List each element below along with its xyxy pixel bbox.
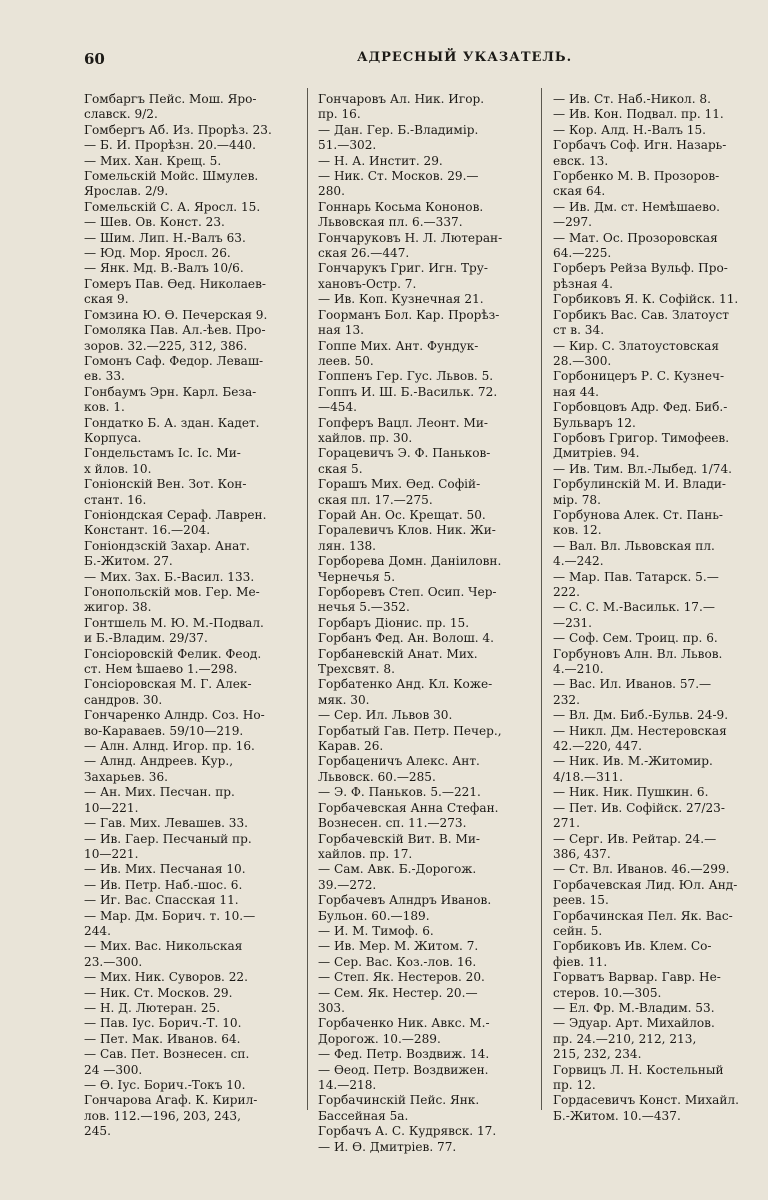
entry-line: Констант. 16.—204. [84, 523, 211, 538]
entry-line: Гомонъ Саф. Федор. Леваш- [84, 353, 264, 368]
entry-line: ная 13. [318, 323, 364, 338]
entry-line: рѣзная 4. [553, 276, 613, 291]
running-title: АДРЕСНЫЙ УКАЗАТЕЛЬ. [357, 50, 573, 65]
entry-line: Гончарукъ Григ. Игн. Тру- [318, 261, 488, 276]
entry-line: — Вл. Дм. Биб.-Бульв. 24-9. [553, 708, 729, 723]
entry-line: ская 5. [318, 461, 363, 476]
entry-line: Чернечья 5. [318, 569, 396, 584]
entry-line: лян. 138. [318, 538, 376, 553]
entry-line: Львовск. 60.—285. [318, 769, 436, 784]
entry-line: 244. [84, 923, 111, 938]
entry-line: Гомзина Ю. Ѳ. Печерская 9. [84, 307, 268, 322]
entry-line: — Ив. Дм. ст. Немѣшаево. [553, 199, 721, 214]
entry-line: Дорогож. 10.—289. [318, 1031, 441, 1046]
entry-line: — Ѳ. Іус. Борич.-Токъ 10. [84, 1078, 246, 1092]
entry-line: — Гав. Мих. Левашев. 33. [84, 816, 249, 831]
entry-line: стеров. 10.—305. [553, 985, 662, 1000]
entry-line: — Ан. Мих. Песчан. пр. [84, 785, 235, 800]
entry-line: мір. 78. [553, 492, 601, 507]
entry-line: ев. 33. [84, 369, 125, 384]
entry-line: — Пет. Ив. Софійск. 27/23- [553, 800, 725, 815]
entry-line: —297. [553, 215, 593, 230]
entry-line: Гоннарь Косьма Кононов. [318, 199, 484, 214]
entry-line: — Эдуар. Арт. Михайлов. [553, 1016, 715, 1031]
entry-line: Гончарова Агаф. К. Кирил- [84, 1093, 258, 1108]
entry-line: — Ел. Фр. М.-Владим. 53. [553, 1000, 715, 1015]
entry-line: — Фед. Петр. Воздвиж. 14. [318, 1047, 490, 1062]
entry-line: ская 9. [84, 292, 129, 307]
entry-line: фіев. 11. [553, 954, 608, 969]
entry-line: леев. 50. [318, 353, 374, 368]
entry-line: — Н. А. Инстит. 29. [318, 153, 443, 168]
entry-line: — Э. Ф. Паньков. 5.—221. [318, 785, 481, 800]
entry-line: Гончаренко Алндр. Соз. Но- [84, 708, 265, 723]
entry-line: — Н. Д. Лютеран. 25. [84, 1000, 221, 1015]
entry-line: Бассейная 5а. [318, 1108, 409, 1123]
entry-line: — Сер. Ил. Львов 30. [318, 708, 453, 723]
entry-line: Гондатко Б. А. здан. Кадет. [84, 415, 260, 430]
entry-line: — Вас. Ил. Иванов. 57.— [553, 677, 712, 692]
entry-line: Б.-Житом. 10.—437. [553, 1108, 681, 1123]
entry-line: — Юд. Мор. Яросл. 26. [84, 246, 231, 261]
entry-line: — Мих. Ник. Суворов. 22. [84, 970, 248, 985]
entry-line: — Вал. Вл. Львовская пл. [553, 538, 715, 553]
entry-line: — Ник. Ст. Москов. 29. [84, 985, 233, 1000]
entry-line: Горбаченко Ник. Авкс. М.- [318, 1016, 490, 1031]
entry-line: —231. [553, 615, 593, 630]
entry-line: 386, 437. [553, 846, 611, 861]
entry-line: во-Караваев. 59/10—219. [84, 723, 244, 738]
entry-line: — Дан. Гер. Б.-Владимір. [318, 122, 479, 137]
entry-line: 42.—220, 447. [553, 739, 643, 754]
page-number: 60 [84, 50, 105, 68]
entry-line: ст в. 34. [553, 323, 605, 338]
entry-line: — Ив. Кон. Подвал. пр. 11. [553, 107, 724, 122]
entry-line: Захарьев. 36. [84, 769, 168, 784]
entry-line: ская 26.—447. [318, 246, 410, 261]
entry-line: пр. 16. [318, 107, 361, 122]
entry-line: зоров. 32.—225, 312, 386. [84, 338, 248, 353]
entry-line: — Сем. Як. Нестер. 20.— [318, 985, 478, 1000]
entry-line: Гомоляка Пав. Ал.-ѣев. Про- [84, 323, 266, 338]
entry-line: ков. 12. [553, 523, 602, 538]
entry-line: Гордасевичъ Конст. Михайл. [553, 1093, 739, 1108]
entry-line: — Мат. Ос. Прозоровская [553, 230, 718, 245]
entry-line: — Кир. С. Златоустовская [553, 338, 719, 353]
entry-line: 245. [84, 1124, 111, 1139]
entry-line: Горбачъ А. С. Кудрявск. 17. [318, 1124, 497, 1139]
entry-line: Гончаровъ Ал. Ник. Игор. [318, 92, 485, 106]
entry-line: пр. 24.—210, 212, 213, [553, 1031, 697, 1046]
entry-line: Гоппе Мих. Ант. Фундук- [318, 338, 479, 353]
entry-line: 51.—302. [318, 138, 377, 153]
entry-line: 64.—225. [553, 246, 612, 261]
column-divider [541, 88, 542, 1110]
entry-line: Гонбаумъ Эрн. Карл. Беза- [84, 384, 257, 399]
entry-line: Дмитріев. 94. [553, 446, 640, 461]
entry-line: — Иг. Вас. Спасская 11. [84, 893, 239, 908]
entry-line: — Алнд. Андреев. Кур., [84, 754, 234, 769]
entry-line: 303. [318, 1000, 345, 1015]
entry-line: Горбовъ Григор. Тимофеев. [553, 430, 730, 445]
directory-column-1 [84, 92, 298, 1140]
entry-line: — Сер. Вас. Коз.-лов. 16. [318, 954, 477, 969]
entry-line: Горалевичъ Клов. Ник. Жи- [318, 523, 496, 538]
entry-line: Горбатенко Анд. Кл. Коже- [318, 677, 493, 692]
entry-line: ская пл. 17.—275. [318, 492, 433, 507]
entry-line: — Мих. Хан. Крещ. 5. [84, 153, 222, 168]
entry-line: — Алн. Алнд. Игор. пр. 16. [84, 739, 255, 754]
entry-line: Горбиковъ Ив. Клем. Со- [553, 939, 712, 954]
entry-line: Гоніондзскій Захар. Анат. [84, 538, 250, 553]
entry-line: Горбуновъ Алн. Вл. Львов. [553, 646, 723, 661]
entry-line: 4/18.—311. [553, 769, 624, 784]
entry-line: Бульон. 60.—189. [318, 908, 430, 923]
entry-line: 4.—242. [553, 554, 604, 569]
entry-line: — И. М. Тимоф. 6. [318, 923, 434, 938]
directory-column-2 [318, 92, 532, 1155]
entry-line: Горбачинская Пел. Як. Вас- [553, 908, 733, 923]
entry-line: — Янк. Мд. В.-Валъ 10/6. [84, 261, 244, 276]
entry-line: — Серг. Ив. Рейтар. 24.— [553, 831, 717, 846]
entry-line: Горбунова Алек. Ст. Пань- [553, 507, 723, 522]
entry-line: — Ст. Вл. Иванов. 46.—299. [553, 862, 730, 877]
entry-line: евск. 13. [553, 153, 609, 168]
entry-line: — Соф. Сем. Троиц. пр. 6. [553, 631, 718, 646]
entry-line: ков. 1. [84, 400, 125, 415]
entry-line: Горашъ Мих. Ѳед. Софій- [318, 477, 481, 492]
entry-line: 271. [553, 816, 580, 831]
entry-line: 28.—300. [553, 353, 612, 368]
entry-line: Горбикъ Вас. Сав. Златоуст [553, 307, 729, 322]
entry-line: — Пав. Іус. Борич.-Т. 10. [84, 1016, 242, 1031]
entry-line: Гонсіоровскій Фелик. Феод. [84, 646, 262, 661]
entry-line: славск. 9/2. [84, 107, 158, 122]
entry-line: Горбачевская Лид. Юл. Анд- [553, 877, 738, 892]
entry-line: Горацевичъ Э. Ф. Паньков- [318, 446, 491, 461]
entry-line: жигор. 38. [84, 600, 152, 615]
entry-line: — Шим. Лип. Н.-Валъ 63. [84, 230, 246, 245]
entry-line: Карав. 26. [318, 739, 384, 754]
entry-line: Горбовцовъ Адр. Фед. Биб.- [553, 400, 728, 415]
entry-line: Горбачевскій Вит. В. Ми- [318, 831, 481, 846]
entry-line: Горбачевъ Алндръ Иванов. [318, 893, 492, 908]
entry-line: Горберъ Рейза Вульф. Про- [553, 261, 728, 276]
entry-line: Горбаръ Діонис. пр. 15. [318, 615, 470, 630]
entry-line: лов. 112.—196, 203, 243, [84, 1108, 241, 1123]
entry-line: 39.—272. [318, 877, 377, 892]
entry-line: — Ив. Мих. Песчаная 10. [84, 862, 246, 877]
entry-line: — Ив. Коп. Кузнечная 21. [318, 292, 484, 307]
entry-line: Гонопольскій мов. Гер. Ме- [84, 585, 260, 599]
entry-line: Гоніондская Сераф. Лаврен. [84, 507, 267, 522]
directory-column-3 [553, 92, 761, 1124]
entry-line: — Ив. Тим. Вл.-Лыбед. 1/74. [553, 461, 732, 476]
entry-line: — Пет. Мак. Иванов. 64. [84, 1031, 241, 1046]
entry-line: 14.—218. [318, 1078, 377, 1092]
entry-line: Горборевъ Степ. Осип. Чер- [318, 585, 497, 599]
entry-line: — Ив. Петр. Наб.-шос. 6. [84, 877, 243, 892]
entry-line: 4.—210. [553, 662, 604, 677]
entry-line: Горбачевская Анна Стефан. [318, 800, 499, 815]
entry-line: 23.—300. [84, 954, 143, 969]
entry-line: — С. С. М.-Васильк. 17.— [553, 600, 715, 615]
entry-line: Вознесен. сп. 11.—273. [318, 816, 467, 831]
entry-line: Львовская пл. 6.—337. [318, 215, 463, 230]
entry-line: Гонтшель М. Ю. М.-Подвал. [84, 615, 264, 630]
entry-line: 24 —300. [84, 1062, 143, 1077]
entry-line: — Мих. Вас. Никольская [84, 939, 243, 954]
entry-line: Б.-Житом. 27. [84, 554, 173, 569]
entry-line: — Ив. Мер. М. Житом. 7. [318, 939, 479, 954]
entry-line: — Б. И. Прорѣзн. 20.—440. [84, 138, 256, 153]
entry-line: Гомельскій С. А. Яросл. 15. [84, 199, 261, 214]
entry-line: Гоорманъ Бол. Кар. Прорѣз- [318, 307, 500, 322]
entry-line: 222. [553, 585, 580, 599]
entry-line: Горбиковъ Я. К. Софійск. 11. [553, 292, 739, 307]
entry-line: — Степ. Як. Нестеров. 20. [318, 970, 485, 985]
entry-line: Горбенко М. В. Прозоров- [553, 169, 720, 184]
entry-line: Гомбаргъ Пейс. Мош. Яро- [84, 92, 257, 106]
entry-line: Ярослав. 2/9. [84, 184, 169, 199]
entry-line: — Сам. Авк. Б.-Дорогож. [318, 862, 477, 877]
entry-line: Горбулинскій М. И. Влади- [553, 477, 727, 492]
entry-line: стант. 16. [84, 492, 147, 507]
entry-line: хайлов. пр. 30. [318, 430, 413, 445]
entry-line: — Ив. Ст. Наб.-Никол. 8. [553, 92, 711, 106]
entry-line: — Кор. Алд. Н.-Валъ 15. [553, 122, 707, 137]
entry-line: Гомельскій Мойс. Шмулев. [84, 169, 259, 184]
entry-line: пр. 12. [553, 1078, 596, 1092]
entry-line: Горбанъ Фед. Ан. Волош. 4. [318, 631, 494, 646]
entry-line: ская 64. [553, 184, 606, 199]
entry-line: Горбоницеръ Р. С. Кузнеч- [553, 369, 725, 384]
entry-line: — Ник. Ив. М.-Житомир. [553, 754, 713, 769]
entry-line: Горбаценичъ Алекс. Ант. [318, 754, 480, 769]
entry-line: Горбаневскій Анат. Мих. [318, 646, 478, 661]
entry-line: Гомеръ Пав. Ѳед. Николаев- [84, 276, 266, 291]
entry-line: — И. Ѳ. Дмитріев. 77. [318, 1139, 457, 1154]
entry-line: — Никл. Дм. Нестеровская [553, 723, 727, 738]
entry-line: — Ѳеод. Петр. Воздвижен. [318, 1062, 489, 1077]
entry-line: Трехсвят. 8. [318, 662, 395, 677]
entry-line: — Ник. Ст. Москов. 29.— [318, 169, 479, 184]
entry-line: Горватъ Варвар. Гавр. Не- [553, 970, 721, 985]
entry-line: нечья 5.—352. [318, 600, 410, 615]
entry-line: — Мар. Дм. Борич. т. 10.— [84, 908, 256, 923]
entry-line: Горбачинскій Пейс. Янк. [318, 1093, 480, 1108]
entry-line: —454. [318, 400, 358, 415]
entry-line: Горборева Домн. Даніиловн. [318, 554, 502, 569]
entry-line: Горай Ан. Ос. Крещат. 50. [318, 507, 486, 522]
entry-line: 280. [318, 184, 345, 199]
entry-line: реев. 15. [553, 893, 609, 908]
entry-line: — Сав. Пет. Вознесен. сп. [84, 1047, 250, 1062]
entry-line: Горбатый Гав. Петр. Печер., [318, 723, 502, 738]
entry-line: 10—221. [84, 800, 139, 815]
entry-line: Гоппъ И. Ш. Б.-Васильк. 72. [318, 384, 498, 399]
entry-line: Гоніонскій Вен. Зот. Кон- [84, 477, 247, 492]
entry-line: мяк. 30. [318, 692, 370, 707]
entry-line: — Ник. Ник. Пушкин. 6. [553, 785, 709, 800]
entry-line: Гопферъ Вацл. Леонт. Ми- [318, 415, 488, 430]
entry-line: — Мих. Зах. Б.-Васил. 133. [84, 569, 255, 584]
entry-line: и Б.-Владим. 29/37. [84, 631, 208, 646]
entry-line: хановъ-Остр. 7. [318, 276, 417, 291]
entry-line: — Ив. Гаер. Песчаный пр. [84, 831, 252, 846]
entry-line: Горвицъ Л. Н. Костельный [553, 1062, 724, 1077]
entry-line: Гомбергъ Аб. Из. Прорѣз. 23. [84, 122, 272, 137]
entry-line: сейн. 5. [553, 923, 603, 938]
entry-line: 215, 232, 234. [553, 1047, 642, 1062]
entry-line: ная 44. [553, 384, 599, 399]
entry-line: Корпуса. [84, 430, 142, 445]
entry-line: Гончаруковъ Н. Л. Лютеран- [318, 230, 503, 245]
entry-line: — Мар. Пав. Татарск. 5.— [553, 569, 719, 584]
entry-line: сандров. 30. [84, 692, 163, 707]
entry-line: 10—221. [84, 846, 139, 861]
entry-line: ст. Нем ѣшаево 1.—298. [84, 662, 238, 677]
entry-line: Бульваръ 12. [553, 415, 636, 430]
entry-line: 232. [553, 692, 580, 707]
entry-line: Гонсіоровская М. Г. Алек- [84, 677, 252, 692]
column-divider [307, 88, 308, 1110]
entry-line: — Шев. Ов. Конст. 23. [84, 215, 225, 230]
entry-line: Гондельстамъ Іс. Іс. Ми- [84, 446, 241, 461]
entry-line: Горбачъ Соф. Игн. Назарь- [553, 138, 727, 153]
entry-line: Гоппенъ Гер. Гус. Львов. 5. [318, 369, 494, 384]
entry-line: х йлов. 10. [84, 461, 152, 476]
entry-line: хайлов. пр. 17. [318, 846, 413, 861]
